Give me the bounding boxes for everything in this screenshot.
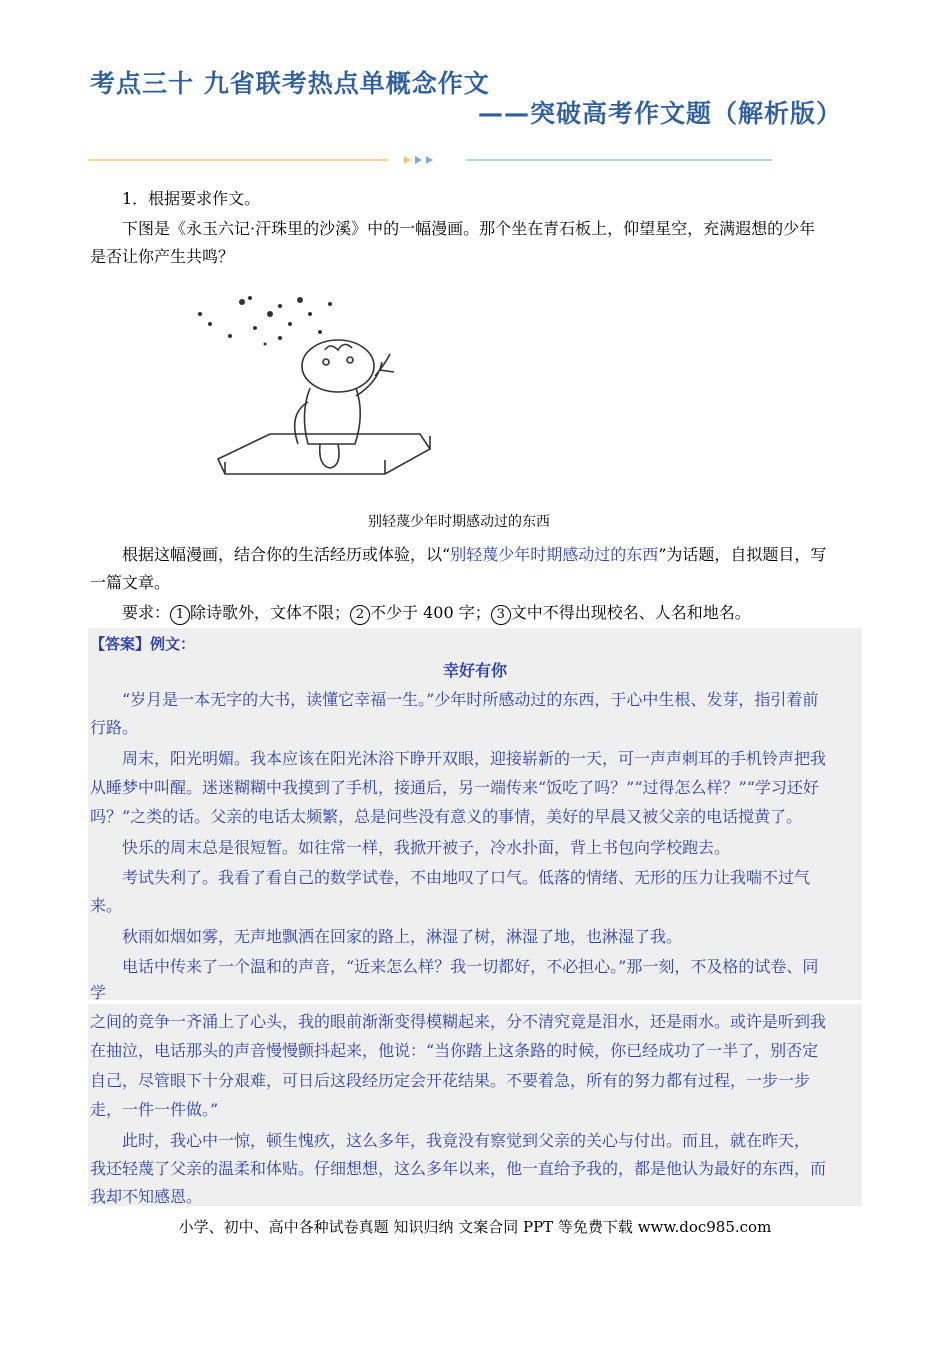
comic-caption: 别轻蔑少年时期感动过的东西 <box>368 514 550 530</box>
essay-line: 秋雨如烟如雾，无声地飘洒在回家的路上，淋湿了树，淋湿了地，也淋湿了我。 <box>122 927 683 946</box>
circled-number-3: 3 <box>491 605 511 625</box>
task-topic: 别轻蔑少年时期感动过的东西 <box>450 545 659 564</box>
question-intro-line2: 是否让你产生共鸣？ <box>90 247 235 266</box>
essay-line: 行路。 <box>90 718 139 737</box>
question-intro-line1: 下图是《永玉六记·汗珠里的沙溪》中的一幅漫画。那个坐在青石板上，仰望星空，充满遐想的少年 <box>122 219 816 238</box>
essay-line: 学 <box>90 983 107 1002</box>
essay-line: 吗？”之类的话。父亲的电话太频繁，总是问些没有意义的事情，美好的早晨又被父亲的电话搅黄了。 <box>90 807 803 826</box>
essay-line: “岁月是一本无字的大书，读懂它幸福一生。”少年时所感动过的东西，于心中生根、发芽，指引着前 <box>122 690 819 709</box>
essay-line: 来。 <box>90 896 123 915</box>
essay-line: 周末，阳光明媚。我本应该在阳光沐浴下睁开双眼，迎接崭新的一天，可一声声刺耳的手机铃声把我 <box>122 749 827 768</box>
essay-line: 在抽泣，电话那头的声音慢慢颤抖起来，他说：“当你踏上这条路的时候，你已经成功了一半了，别否定 <box>90 1041 819 1060</box>
essay-line: 快乐的周末总是很短暂。如往常一样，我掀开被子，冷水扑面，背上书包向学校跑去。 <box>122 838 731 857</box>
answer-tag: 【答案】例文： <box>90 635 196 653</box>
essay-title: 幸好有你 <box>442 661 507 680</box>
essay-line: 自己，尽管眼下十分艰难，可日后这段经历定会开花结果。不要着急，所有的努力都有过程，一步一步 <box>90 1071 811 1090</box>
page-subtitle: ——突破高考作文题（解析版） <box>478 99 843 128</box>
comic-illustration <box>180 284 450 494</box>
essay-line: 我却不知感恩。 <box>90 1187 203 1206</box>
essay-line: 电话中传来了一个温和的声音，“近来怎么样？我一切都好，不必担心。”那一刻，不及格的试卷、同 <box>122 957 819 976</box>
essay-line: 我还轻蔑了父亲的温柔和体贴。仔细想想，这么多年以来，他一直给予我的，都是他认为最好的东西，而 <box>90 1159 827 1178</box>
essay-line: 从睡梦中叫醒。迷迷糊糊中我摸到了手机，接通后，另一端传来“饭吃了吗？”“过得怎么样？”“学习还好 <box>90 778 819 797</box>
requirements: 要求： 1 除诗歌外，文体不限； 2 不少于 400 字； 3 文中不得出现校名、人名和地名。 <box>90 598 860 628</box>
essay-line: 考试失利了。我看了看自己的数学试卷，不由地叹了口气。低落的情绪、无形的压力让我喘不过气 <box>122 868 811 887</box>
essay-line: 走，一件一件做。” <box>90 1100 219 1119</box>
title-divider <box>88 153 772 167</box>
footer-download-note: 小学、初中、高中各种试卷真题 知识归纳 文案合同 PPT 等免费下载 www.doc985.com <box>178 1218 772 1236</box>
essay-line: 此时，我心中一惊，顿生愧疚，这么多年，我竟没有察觉到父亲的关心与付出。而且，就在昨天， <box>122 1131 811 1150</box>
question-number: 1．根据要求作文。 <box>122 189 261 208</box>
circled-number-1: 1 <box>170 605 190 625</box>
task-line2: 一篇文章。 <box>90 573 171 592</box>
essay-line: 之间的竞争一齐涌上了心头，我的眼前渐渐变得模糊起来，分不清究竟是泪水，还是雨水。或许是听到我 <box>90 1012 827 1031</box>
page-title: 考点三十 九省联考热点单概念作文 <box>90 69 490 98</box>
task-line1: 根据这幅漫画，结合你的生活经历或体验，以“别轻蔑少年时期感动过的东西”为话题，自拟题目，写 <box>122 545 827 564</box>
circled-number-2: 2 <box>350 605 370 625</box>
